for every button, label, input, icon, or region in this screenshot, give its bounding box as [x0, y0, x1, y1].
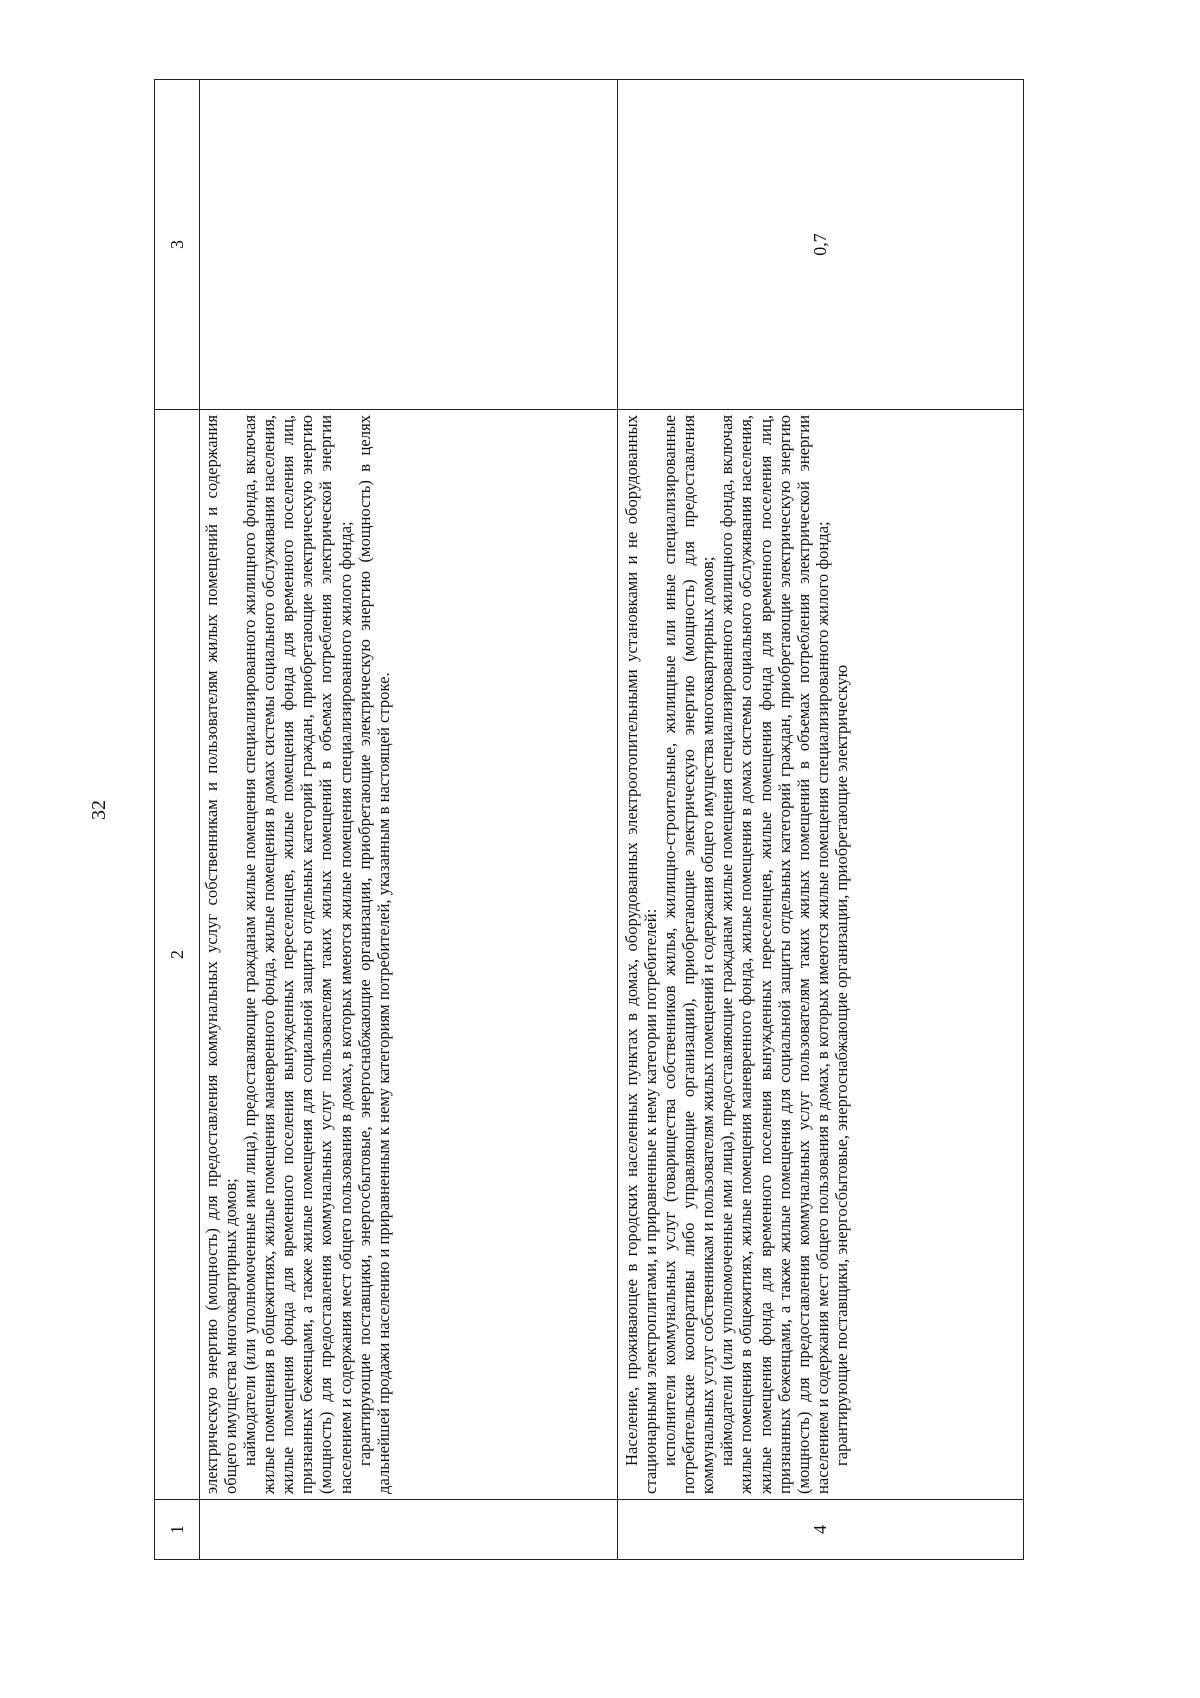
table-row [200, 80, 618, 1560]
paragraph: наймодатели (или уполномоченные ими лица), предоставляющие гражданам жилые помещения специализированного жилищного фонда, включая жилые помещения в общежитиях, жилые помещения маневренного фонда, жилые помещения в домах системы социального обслуживания населения, жилые помещения фонда для временного поселения вынужденных переселенцев, жилые помещения фонда для временного поселения лиц, признанных беженцами, а также жилые помещения для социальной защиты отдельных категорий граждан, приобретающие электрическую энергию (мощность) для предоставления коммунальных услуг пользователям таких жилых помещений в объемах потребления электрической энергии населением и содержания мест общего пользования в домах, в которых имеются жилые помещения специализированного жилого фонда; [240, 415, 355, 1494]
paragraph: гарантирующие поставщики, энергосбытовые, энергоснабжающие организации, приобретающие электрическую [831, 664, 851, 1466]
table-row [618, 80, 1024, 1560]
row-description [618, 410, 1024, 1500]
header-col-3: 3 [155, 80, 200, 410]
paragraph: электрическую энергию (мощность) для предоставления коммунальных услуг собственникам и пользователям жилых помещений и содержания общего имущества многоквартирных домов; [202, 415, 241, 1494]
paragraph: гарантирующие поставщики, энергосбытовые, энергоснабжающие организации, приобретающие электрическую энергию (мощность) в целях дальнейшей продажи населению и приравненным к нему категориям потребителей, указанным в настоящей строке. [354, 415, 393, 1494]
row-value [200, 80, 618, 410]
row-value: 0,7 [618, 80, 1024, 410]
paragraph: Население, проживающее в городских населенных пунктах в домах, оборудованных электроотопительными установками и не оборудованных стационарными электроплитами, и приравненные к нему категории потребителей: [622, 415, 661, 1494]
header-col-2: 2 [155, 410, 200, 1500]
row-number: 4 [618, 1500, 1024, 1560]
row-description [200, 410, 618, 1500]
page-number: 32 [88, 800, 110, 820]
row-number [200, 1500, 618, 1560]
tariff-table [154, 79, 1024, 1560]
table-header-row [155, 80, 200, 1560]
header-col-1: 1 [155, 1500, 200, 1560]
paragraph: наймодатели (или уполномоченные ими лица), предоставляющие гражданам жилые помещения специализированного жилищного фонда, включая жилые помещения в общежитиях, жилые помещения маневренного фонда, жилые помещения в домах системы социального обслуживания населения, жилые помещения фонда для временного поселения вынужденных переселенцев, жилые помещения фонда для временного поселения лиц, признанных беженцами, а также жилые помещения для социальной защиты отдельных категорий граждан, приобретающие электрическую энергию (мощность) для предоставления коммунальных услуг пользователям таких жилых помещений в объемах потребления электрической энергии населением и содержания мест общего пользования в домах, в которых имеются жилые помещения специализированного жилого фонда; [717, 415, 832, 1494]
paragraph: исполнители коммунальных услуг (товарищества собственников жилья, жилищно-строительные, жилищные или иные специализированные потребительские кооперативы либо управляющие организации), приобретающие электрическую энергию (мощность) для предоставления коммунальных услуг собственникам и пользователям жилых помещений и содержания общего имущества многоквартирных домов; [660, 415, 718, 1494]
rotated-table-container [154, 80, 1024, 1560]
